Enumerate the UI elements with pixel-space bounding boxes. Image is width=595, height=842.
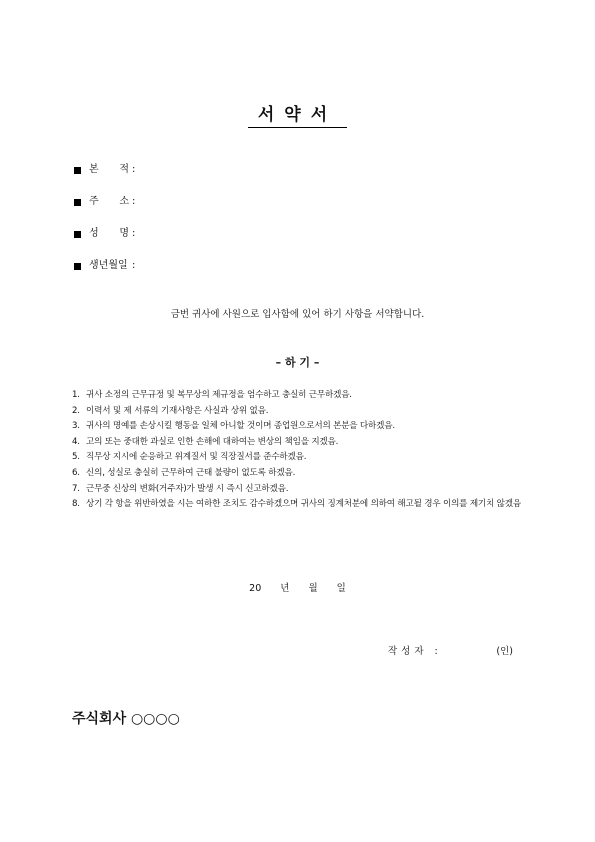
field-label: 주 소	[89, 196, 129, 207]
seal-mark: (인)	[496, 646, 513, 657]
item-text: 상기 각 항을 위반하였을 시는 여하한 조치도 감수하겠으며 귀사의 징계처분에 의하여 해고될 경우 이의를 제기치 않겠음	[86, 499, 521, 510]
writer-line	[388, 643, 513, 657]
writer-label: 작성자 :	[388, 646, 442, 657]
item-number: 1.	[72, 390, 80, 400]
square-bullet-icon	[74, 263, 81, 270]
field-colon: :	[132, 196, 136, 207]
item-number: 5.	[72, 452, 80, 463]
item-text: 신의, 성실로 충실히 근무하여 근태 불량이 없도록 하겠음.	[86, 467, 296, 478]
field-label: 생년월일	[89, 260, 128, 271]
item-text: 이력서 및 제 서류의 기재사항은 사실과 상위 없음.	[86, 405, 269, 416]
field-label: 성 명	[89, 228, 129, 239]
list-item	[72, 388, 532, 404]
list-item	[72, 404, 532, 420]
list-item	[72, 482, 532, 498]
item-text: 고의 또는 중대한 과실로 인한 손해에 대하여는 변상의 책임을 지겠음.	[86, 436, 339, 447]
list-item	[72, 466, 532, 482]
field-address	[74, 195, 135, 209]
field-colon: :	[132, 260, 136, 271]
date-line: 20 년 월 일	[249, 583, 346, 594]
title-underline	[248, 127, 347, 128]
item-number: 2.	[72, 405, 80, 416]
list-item	[72, 435, 532, 451]
item-text: 근무중 신상의 변화(거주자)가 발생 시 즉시 신고하겠음.	[86, 483, 289, 494]
item-number: 8.	[72, 499, 80, 510]
item-text: 귀사 소정의 근무규정 및 복무상의 제규정을 엄수하고 충실히 근무하겠음.	[86, 390, 352, 400]
square-bullet-icon	[74, 199, 81, 206]
square-bullet-icon	[74, 167, 81, 174]
document-title: 서약서	[257, 105, 338, 125]
item-number: 4.	[72, 436, 80, 447]
field-domicile	[74, 163, 135, 177]
pledge-list	[72, 388, 532, 513]
intro-sentence: 금번 귀사에 사원으로 입사함에 있어 하기 사항을 서약합니다.	[170, 309, 425, 320]
item-number: 7.	[72, 483, 80, 494]
field-colon: :	[132, 228, 136, 239]
square-bullet-icon	[74, 231, 81, 238]
item-text: 귀사의 명예를 손상시킬 행동을 일체 아니할 것이며 종업원으로서의 본분을 다하겠음.	[86, 421, 395, 432]
list-item	[72, 450, 532, 466]
item-text: 직무상 지시에 순응하고 위계질서 및 직장질서를 준수하겠음.	[86, 452, 307, 463]
section-heading: – 하 기 –	[275, 356, 320, 369]
item-number: 6.	[72, 467, 80, 478]
company-name: 주식회사 ○○○○	[72, 711, 180, 727]
list-item	[72, 419, 532, 435]
field-colon: :	[132, 164, 136, 175]
item-number: 3.	[72, 421, 80, 432]
list-item	[72, 497, 532, 513]
field-label: 본 적	[89, 164, 129, 175]
field-name	[74, 227, 135, 241]
field-birthdate	[74, 259, 135, 273]
